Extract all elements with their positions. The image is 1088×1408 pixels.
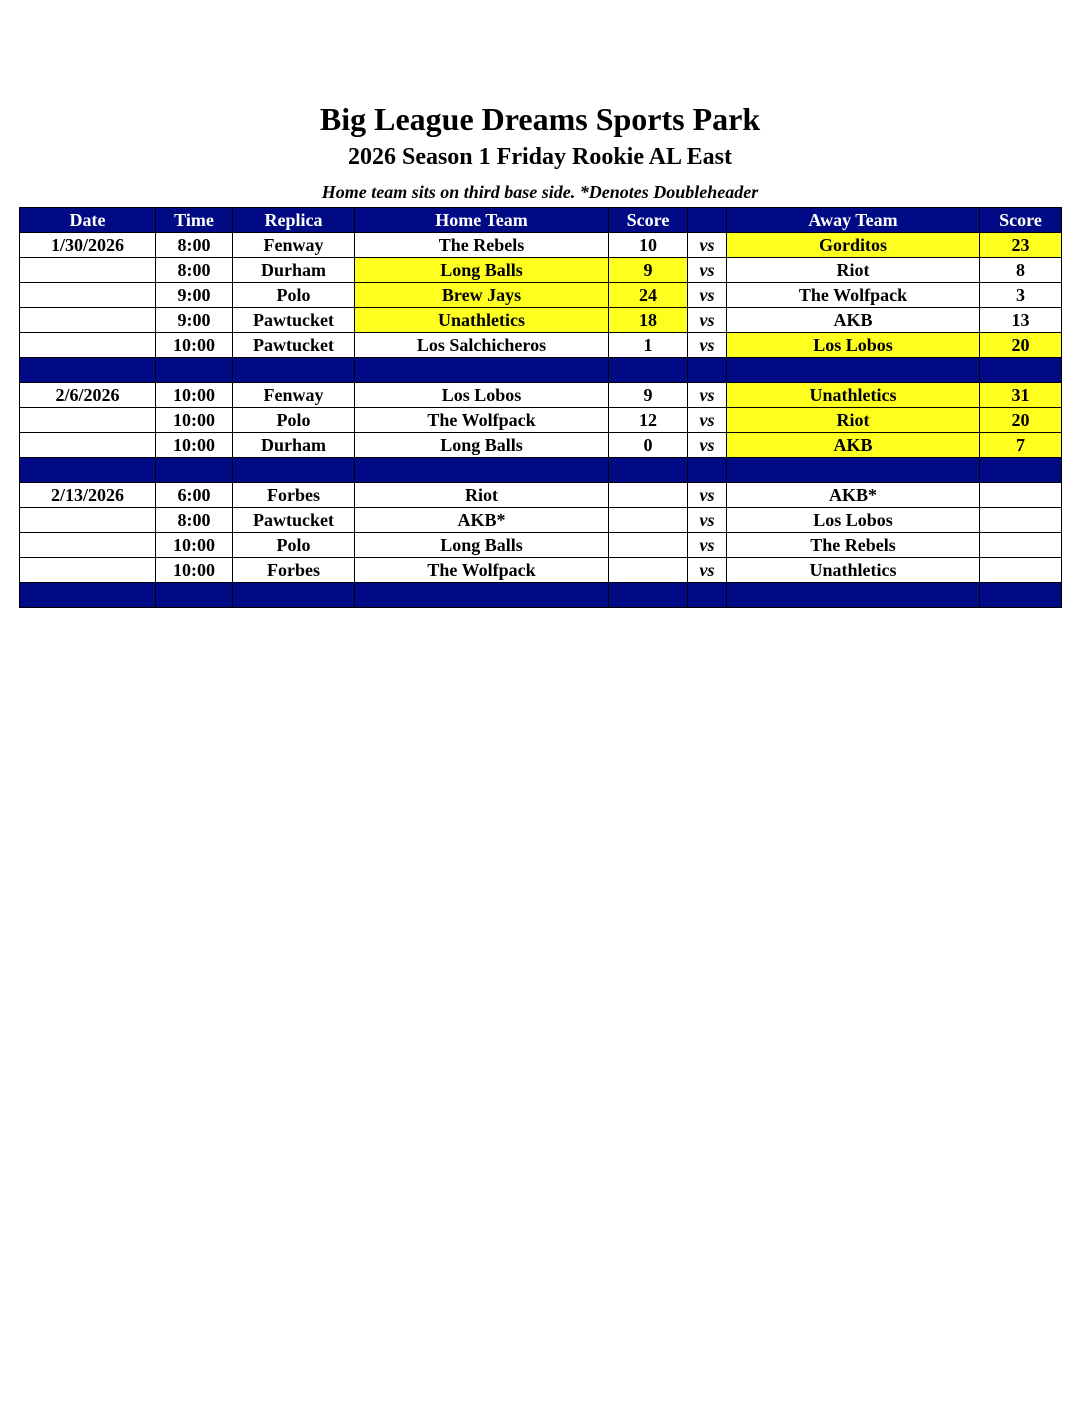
replica-cell: Forbes (233, 483, 355, 508)
separator-cell (980, 458, 1062, 483)
home-score-cell (609, 508, 688, 533)
separator-cell (688, 583, 727, 608)
date-cell: 2/13/2026 (20, 483, 156, 508)
date-cell (20, 258, 156, 283)
schedule-table (19, 207, 1062, 608)
table-row (20, 408, 1062, 433)
away-score-cell: 3 (980, 283, 1062, 308)
date-cell (20, 308, 156, 333)
date-cell (20, 558, 156, 583)
away-score-cell (980, 483, 1062, 508)
vs-cell: vs (688, 233, 727, 258)
replica-cell: Fenway (233, 233, 355, 258)
table-row (20, 258, 1062, 283)
time-cell: 10:00 (156, 433, 233, 458)
away-score-cell (980, 533, 1062, 558)
time-cell: 8:00 (156, 233, 233, 258)
home-score-cell: 1 (609, 333, 688, 358)
home-team-cell: AKB* (355, 508, 609, 533)
time-cell: 9:00 (156, 308, 233, 333)
separator-cell (355, 583, 609, 608)
separator-cell (609, 358, 688, 383)
home-team-cell: Los Lobos (355, 383, 609, 408)
separator-cell (727, 358, 980, 383)
separator-cell (20, 358, 156, 383)
time-cell: 10:00 (156, 383, 233, 408)
home-score-cell: 18 (609, 308, 688, 333)
home-score-cell: 12 (609, 408, 688, 433)
separator-cell (355, 358, 609, 383)
time-cell: 10:00 (156, 408, 233, 433)
date-cell: 2/6/2026 (20, 383, 156, 408)
separator-cell (233, 583, 355, 608)
separator-cell (980, 358, 1062, 383)
date-cell (20, 433, 156, 458)
separator-cell (20, 458, 156, 483)
home-score-cell (609, 533, 688, 558)
home-score-cell (609, 558, 688, 583)
away-team-cell: Gorditos (727, 233, 980, 258)
replica-cell: Pawtucket (233, 333, 355, 358)
col-header-home-team: Home Team (355, 208, 609, 233)
away-score-cell: 20 (980, 333, 1062, 358)
away-score-cell (980, 508, 1062, 533)
table-row (20, 533, 1062, 558)
away-team-cell: Unathletics (727, 558, 980, 583)
away-team-cell: AKB (727, 308, 980, 333)
time-cell: 10:00 (156, 333, 233, 358)
replica-cell: Durham (233, 433, 355, 458)
replica-cell: Durham (233, 258, 355, 283)
time-cell: 10:00 (156, 558, 233, 583)
away-team-cell: Riot (727, 258, 980, 283)
time-cell: 6:00 (156, 483, 233, 508)
home-team-cell: Long Balls (355, 433, 609, 458)
separator-row (20, 358, 1062, 383)
vs-cell: vs (688, 383, 727, 408)
vs-cell: vs (688, 308, 727, 333)
table-row (20, 233, 1062, 258)
separator-row (20, 583, 1062, 608)
vs-cell: vs (688, 258, 727, 283)
time-cell: 9:00 (156, 283, 233, 308)
vs-cell: vs (688, 558, 727, 583)
page-title: Big League Dreams Sports Park (319, 101, 761, 137)
away-team-cell: AKB (727, 433, 980, 458)
col-header-away-team: Away Team (727, 208, 980, 233)
replica-cell: Polo (233, 408, 355, 433)
replica-cell: Fenway (233, 383, 355, 408)
separator-cell (156, 583, 233, 608)
away-team-cell: Riot (727, 408, 980, 433)
col-header-vs (688, 208, 727, 233)
away-score-cell: 8 (980, 258, 1062, 283)
schedule-note: Home team sits on third base side. *Denotes Doubleheader (321, 182, 759, 202)
separator-cell (233, 458, 355, 483)
away-score-cell: 20 (980, 408, 1062, 433)
separator-cell (727, 583, 980, 608)
vs-cell: vs (688, 508, 727, 533)
vs-cell: vs (688, 483, 727, 508)
date-cell (20, 533, 156, 558)
col-header-home-score: Score (609, 208, 688, 233)
away-team-cell: The Rebels (727, 533, 980, 558)
replica-cell: Pawtucket (233, 508, 355, 533)
replica-cell: Polo (233, 533, 355, 558)
away-score-cell: 7 (980, 433, 1062, 458)
away-team-cell: Unathletics (727, 383, 980, 408)
separator-cell (156, 458, 233, 483)
col-header-replica: Replica (233, 208, 355, 233)
table-row (20, 558, 1062, 583)
home-team-cell: Brew Jays (355, 283, 609, 308)
col-header-away-score: Score (980, 208, 1062, 233)
table-row (20, 508, 1062, 533)
home-team-cell: The Wolfpack (355, 408, 609, 433)
table-row (20, 308, 1062, 333)
separator-cell (727, 458, 980, 483)
separator-cell (20, 583, 156, 608)
home-team-cell: The Wolfpack (355, 558, 609, 583)
vs-cell: vs (688, 283, 727, 308)
home-score-cell: 9 (609, 383, 688, 408)
vs-cell: vs (688, 533, 727, 558)
page-subtitle: 2026 Season 1 Friday Rookie AL East (347, 144, 733, 170)
replica-cell: Polo (233, 283, 355, 308)
date-cell (20, 333, 156, 358)
time-cell: 8:00 (156, 258, 233, 283)
home-team-cell: The Rebels (355, 233, 609, 258)
away-score-cell (980, 558, 1062, 583)
table-header-row (20, 208, 1062, 233)
away-score-cell: 13 (980, 308, 1062, 333)
time-cell: 10:00 (156, 533, 233, 558)
away-score-cell: 23 (980, 233, 1062, 258)
vs-cell: vs (688, 433, 727, 458)
col-header-date: Date (20, 208, 156, 233)
home-score-cell: 24 (609, 283, 688, 308)
away-team-cell: AKB* (727, 483, 980, 508)
separator-cell (156, 358, 233, 383)
away-team-cell: The Wolfpack (727, 283, 980, 308)
away-score-cell: 31 (980, 383, 1062, 408)
home-team-cell: Long Balls (355, 258, 609, 283)
schedule-body (20, 233, 1062, 608)
date-cell: 1/30/2026 (20, 233, 156, 258)
vs-cell: vs (688, 408, 727, 433)
table-row (20, 483, 1062, 508)
separator-cell (355, 458, 609, 483)
date-cell (20, 408, 156, 433)
separator-cell (688, 458, 727, 483)
separator-cell (980, 583, 1062, 608)
away-team-cell: Los Lobos (727, 333, 980, 358)
home-team-cell: Riot (355, 483, 609, 508)
away-team-cell: Los Lobos (727, 508, 980, 533)
time-cell: 8:00 (156, 508, 233, 533)
home-score-cell (609, 483, 688, 508)
table-row (20, 433, 1062, 458)
table-row (20, 283, 1062, 308)
date-cell (20, 508, 156, 533)
home-team-cell: Los Salchicheros (355, 333, 609, 358)
col-header-time: Time (156, 208, 233, 233)
home-score-cell: 0 (609, 433, 688, 458)
separator-cell (609, 583, 688, 608)
home-score-cell: 10 (609, 233, 688, 258)
vs-cell: vs (688, 333, 727, 358)
replica-cell: Forbes (233, 558, 355, 583)
separator-cell (233, 358, 355, 383)
home-team-cell: Unathletics (355, 308, 609, 333)
table-row (20, 383, 1062, 408)
replica-cell: Pawtucket (233, 308, 355, 333)
table-row (20, 333, 1062, 358)
separator-cell (688, 358, 727, 383)
separator-cell (609, 458, 688, 483)
home-score-cell: 9 (609, 258, 688, 283)
home-team-cell: Long Balls (355, 533, 609, 558)
date-cell (20, 283, 156, 308)
separator-row (20, 458, 1062, 483)
